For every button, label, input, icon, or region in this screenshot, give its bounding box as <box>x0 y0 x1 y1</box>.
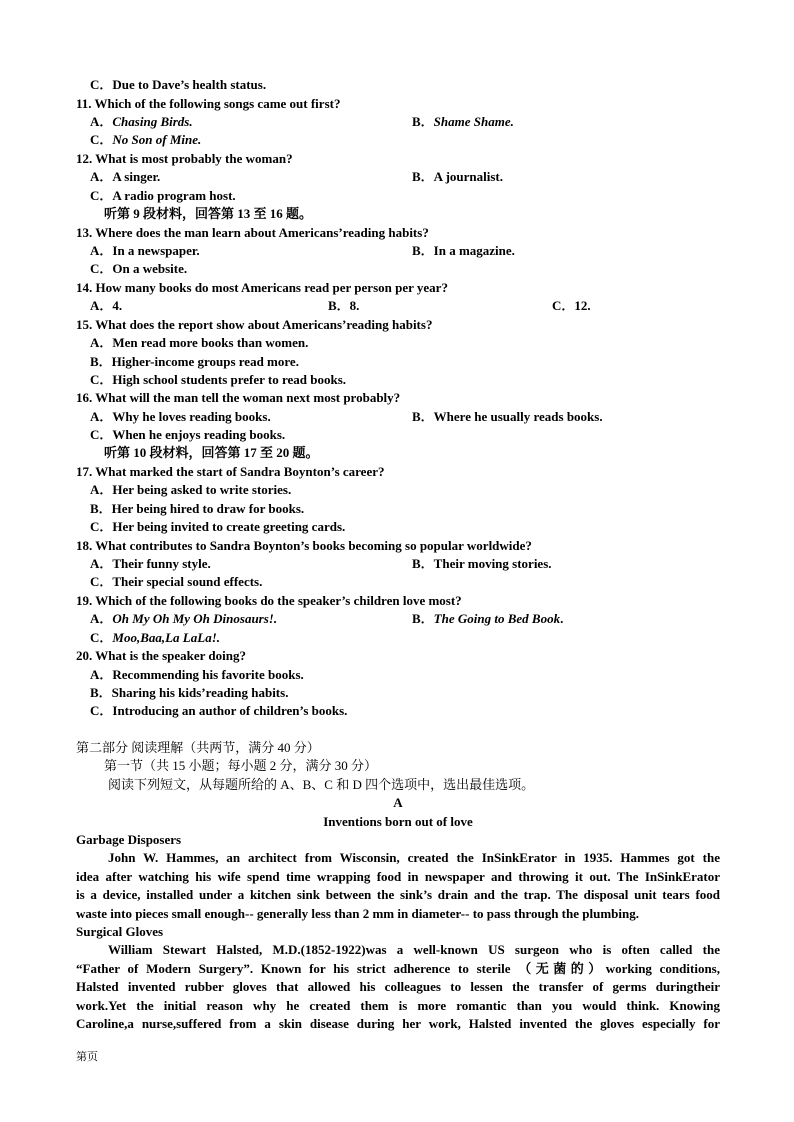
q18-option-c: C．Their special sound effects. <box>90 574 263 589</box>
q18-option-a: A．Their funny style. <box>90 556 211 571</box>
q20-option-c: C．Introducing an author of children’s books. <box>90 703 348 718</box>
q15-option-b: B．Higher-income groups read more. <box>90 354 299 369</box>
heading-garbage-disposers: Garbage Disposers <box>76 832 182 847</box>
q12-option-b: B．A journalist. <box>412 169 504 184</box>
q13-option-a: A．In a newspaper. <box>90 243 200 258</box>
q11-options <box>76 113 720 131</box>
q15-option-c: C．High school students prefer to read books. <box>90 372 347 387</box>
q12-option-a: A．A singer. <box>90 169 161 184</box>
q15-stem: 15. What does the report show about Americans’reading habits? <box>76 317 433 332</box>
q18-options <box>76 555 720 573</box>
section-10-intro: 听第 10 段材料，回答第 17 至 20 题。 <box>104 445 319 460</box>
q13-option-b: B．In a magazine. <box>412 243 515 258</box>
q20-option-a: A．Recommending his favorite books. <box>90 667 304 682</box>
q19-options <box>76 610 720 628</box>
q16-option-a: A．Why he loves reading books. <box>90 409 271 424</box>
paragraph-line: William Stewart Halsted, M.D.(1852-1922)was a well-known US surgeon who is often called the <box>108 942 720 957</box>
q19-option-a: A．Oh My Oh My Oh Dinosaurs!. <box>90 611 278 626</box>
q14-option-a: A．4. <box>90 298 123 313</box>
q17-option-b: B．Her being hired to draw for books. <box>90 501 305 516</box>
q14-stem: 14. How many books do most Americans read per person per year? <box>76 280 448 295</box>
q20-option-b: B．Sharing his kids’reading habits. <box>90 685 289 700</box>
q17-option-a: A．Her being asked to write stories. <box>90 482 292 497</box>
q14-option-c: C．12. <box>552 298 591 313</box>
q13-options <box>76 242 720 260</box>
q17-stem: 17. What marked the start of Sandra Boynton’s career? <box>76 464 385 479</box>
paragraph-line: Halsted invented rubber gloves that allowed his colleagues to lessen the transfer of germs duringtheir <box>76 979 720 994</box>
passage-letter: A <box>393 795 403 810</box>
q18-stem: 18. What contributes to Sandra Boynton’s books becoming so popular worldwide? <box>76 538 532 553</box>
q12-option-c: C．A radio program host. <box>90 188 236 203</box>
q17-option-c: C．Her being invited to create greeting cards. <box>90 519 346 534</box>
q16-option-b: B．Where he usually reads books. <box>412 409 603 424</box>
q15-option-a: A．Men read more books than women. <box>90 335 309 350</box>
q16-options <box>76 408 720 426</box>
q13-option-c: C．On a website. <box>90 261 188 276</box>
q11-option-c: C．No Son of Mine. <box>90 132 202 147</box>
q12-stem: 12. What is most probably the woman? <box>76 151 293 166</box>
q19-stem: 19. Which of the following books do the speaker’s children love most? <box>76 593 462 608</box>
q19-option-c: C．Moo,Baa,La LaLa!. <box>90 630 221 645</box>
paragraph-line: John W. Hammes, an architect from Wisconsin, created the InSinkErator in 1935. Hammes got the <box>108 850 720 865</box>
passage-title: Inventions born out of love <box>323 814 473 829</box>
reading-instruction: 阅读下列短文，从每题所给的 A、B、C 和 D 四个选项中，选出最佳选项。 <box>108 777 535 792</box>
paragraph-line: Caroline,a nurse,suffered from a skin disease during her work, Halsted invented the gloves especially for <box>76 1016 720 1031</box>
q11-option-b: B．Shame Shame. <box>412 114 514 129</box>
section-one-title: 第一节（共 15 小题；每小题 2 分，满分 30 分） <box>104 758 378 773</box>
q20-stem: 20. What is the speaker doing? <box>76 648 246 663</box>
q16-option-c: C．When he enjoys reading books. <box>90 427 286 442</box>
q14-option-b: B．8. <box>328 298 360 313</box>
heading-surgical-gloves: Surgical Gloves <box>76 924 164 939</box>
paragraph-line: “Father of Modern Surgery”. Known for his strict adherence to sterile （无菌的）working conditions, <box>76 961 720 976</box>
q16-stem: 16. What will the man tell the woman next most probably? <box>76 390 401 405</box>
q10-option-c: C．Due to Dave’s health status. <box>90 77 267 92</box>
paragraph-line: work.Yet the initial reason why he created them is more romantic than you would think. Knowing <box>76 998 720 1013</box>
paragraph-line: idea after watching his wife spend time wrapping food in newspaper and throwing it out. The InSinkErator <box>76 869 720 884</box>
q11-stem: 11. Which of the following songs came out first? <box>76 96 341 111</box>
q18-option-b: B．Their moving stories. <box>412 556 552 571</box>
page-footer: 第页 <box>76 1051 98 1063</box>
q19-option-b: B．The Going to Bed Book. <box>412 611 564 626</box>
paragraph-line: waste into pieces small enough-- generally less than 2 mm in diameter-- to pass through the plumbing. <box>76 906 639 921</box>
q11-option-a: A．Chasing Birds. <box>90 114 193 129</box>
q12-options <box>76 168 720 186</box>
q13-stem: 13. Where does the man learn about Americans’reading habits? <box>76 225 429 240</box>
paragraph-line: is a device, installed under a kitchen sink between the sink’s drain and the trap. The disposal unit tears food <box>76 887 720 902</box>
section-9-intro: 听第 9 段材料，回答第 13 至 16 题。 <box>104 206 313 221</box>
q14-options <box>76 297 720 315</box>
part-two-title: 第二部分 阅读理解（共两节，满分 40 分） <box>76 740 320 755</box>
